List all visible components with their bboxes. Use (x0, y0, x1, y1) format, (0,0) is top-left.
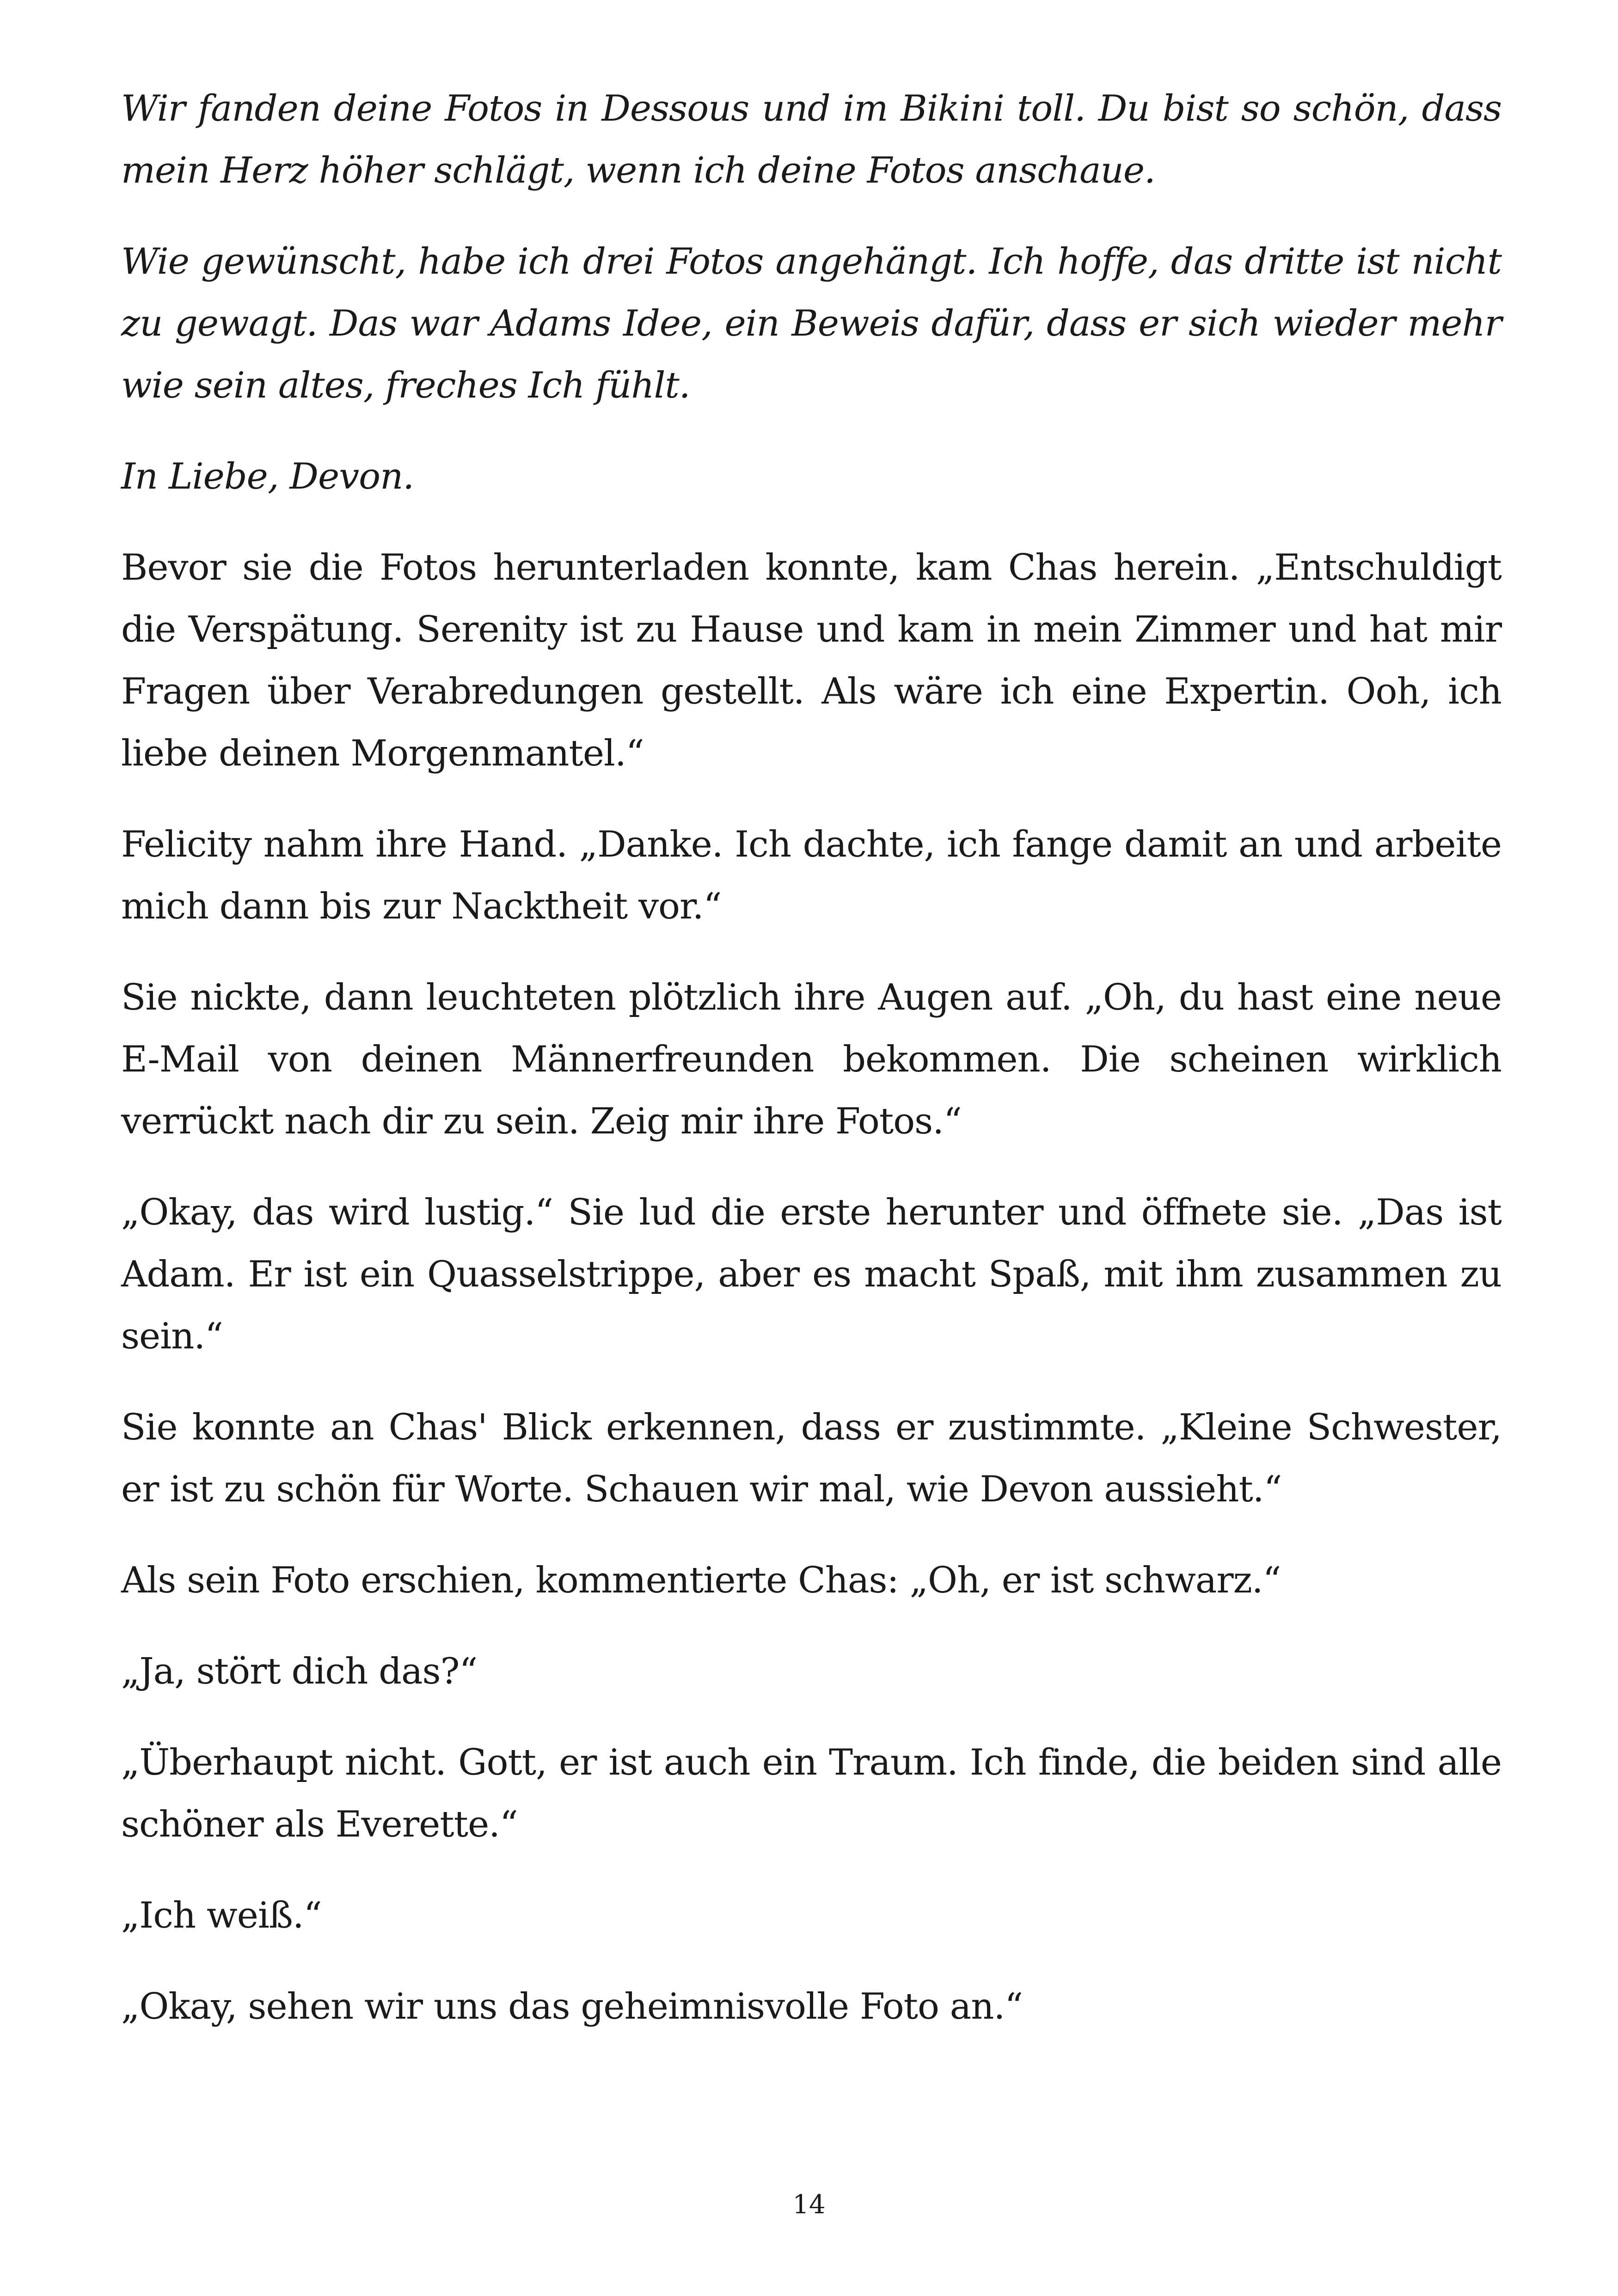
paragraph-5: Felicity nahm ihre Hand. „Danke. Ich dachte, ich fange damit an und arbeite mich dann bis zur Nacktheit vor.“ (121, 824, 1502, 927)
paragraph-13: „Okay, sehen wir uns das geheimnisvolle Foto an.“ (121, 1986, 1023, 2027)
paragraph-12: „Ich weiß.“ (121, 1895, 322, 1936)
paragraph-11: „Überhaupt nicht. Gott, er ist auch ein Traum. Ich finde, die beiden sind alle schöner als Everette.“ (121, 1742, 1502, 1845)
paragraph-2: Wie gewünscht, habe ich drei Fotos angehängt. Ich hoffe, das dritte ist nicht zu gewagt. Das war Adams Idee, ein Beweis dafür, dass er sich wieder mehr wie sein altes, freches Ich fühlt. (121, 241, 1502, 406)
paragraph-3: In Liebe, Devon. (121, 456, 414, 497)
paragraph-8: Sie konnte an Chas' Blick erkennen, dass er zustimmte. „Kleine Schwester, er ist zu schön für Worte. Schauen wir mal, wie Devon aussieht.“ (121, 1407, 1502, 1510)
paragraph-6: Sie nickte, dann leuchteten plötzlich ihre Augen auf. „Oh, du hast eine neue E-Mail von deinen Männerfreunden bekommen. Die scheinen wirklich verrückt nach dir zu sein. Zeig mir ihre Fotos.“ (121, 977, 1502, 1142)
paragraph-9: Als sein Foto erschien, kommentierte Chas: „Oh, er ist schwarz.“ (121, 1560, 1281, 1601)
paragraph-7: „Okay, das wird lustig.“ Sie lud die erste herunter und öffnete sie. „Das ist Adam. Er ist ein Quasselstrippe, aber es macht Spaß, mit ihm zusammen zu sein.“ (121, 1192, 1502, 1357)
paragraph-1: Wir fanden deine Fotos in Dessous und im Bikini toll. Du bist so schön, dass mein Herz höher schlägt, wenn ich deine Fotos anschaue. (121, 88, 1502, 191)
page-number: 14 (792, 2190, 826, 2220)
paragraph-4: Bevor sie die Fotos herunterladen konnte, kam Chas herein. „Entschuldigt die Verspätung. Serenity ist zu Hause und kam in mein Zimmer und hat mir Fragen über Verabredungen gestellt. Als wäre ich eine Expertin. Ooh, ich liebe deinen Morgenmantel.“ (121, 547, 1502, 774)
page-body (121, 78, 1502, 2067)
paragraph-10: „Ja, stört dich das?“ (121, 1651, 478, 1692)
